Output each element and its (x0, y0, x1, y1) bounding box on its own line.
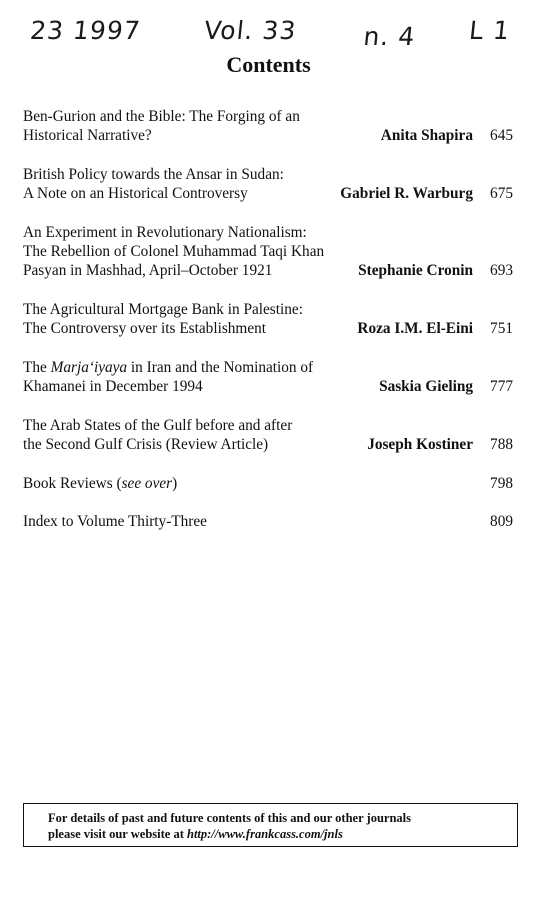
entry-title-line: Pasyan in Mashhad, April–October 1921 (23, 262, 273, 279)
entry-title-suffix: in Iran and the Nomination of (127, 359, 314, 376)
page-title: Contents (226, 52, 311, 77)
toc-entry[interactable] (23, 300, 513, 338)
entry-title-italic: Marja‘iyaya (50, 359, 128, 376)
entry-title-line: Khamanei in December 1994 (23, 378, 203, 395)
entry-author: Gabriel R. Warburg (340, 185, 473, 202)
handwritten-note-code: L 1 (467, 16, 512, 45)
entry-page-number: 751 (490, 320, 513, 337)
handwritten-note-issue: n. 4 (362, 22, 417, 51)
entry-title-prefix: The (23, 359, 51, 376)
entry-page-number: 675 (490, 185, 513, 202)
entry-author: Joseph Kostiner (367, 436, 473, 453)
entry-title-line: The Arab States of the Gulf before and after (23, 417, 293, 434)
entry-page-number: 645 (490, 127, 513, 144)
entry-author: Anita Shapira (380, 127, 473, 144)
entry-title-italic: see over (121, 475, 173, 492)
handwritten-note-date: 23 1997 (28, 16, 143, 45)
entry-page-number: 777 (490, 378, 513, 395)
entry-title-line: An Experiment in Revolutionary Nationalism: (23, 224, 307, 241)
notice-line (48, 826, 517, 842)
entry-title-line: The Rebellion of Colonel Muhammad Taqi Khan (23, 243, 325, 260)
entry-title-line: The Controversy over its Establishment (23, 320, 267, 337)
entry-title-line: the Second Gulf Crisis (Review Article) (23, 436, 269, 453)
table-of-contents (23, 107, 513, 550)
website-link[interactable]: http://www.frankcass.com/jnls (187, 827, 343, 841)
notice-line: For details of past and future contents of this and our other journals (48, 811, 411, 825)
entry-title-line: Ben-Gurion and the Bible: The Forging of an (23, 108, 300, 125)
handwritten-note (22, 16, 526, 50)
entry-title-line: A Note on an Historical Controversy (23, 185, 248, 202)
entry-title-line: The Agricultural Mortgage Bank in Palestine: (23, 301, 303, 318)
toc-entry-book-reviews[interactable] (23, 474, 513, 493)
entry-title-line: Historical Narrative? (23, 127, 152, 144)
entry-title-prefix: Book Reviews ( (23, 475, 122, 492)
toc-entry[interactable] (23, 107, 513, 145)
entry-page-number: 788 (490, 436, 513, 453)
notice-prefix: please visit our website at (48, 827, 187, 841)
entry-title-line (23, 474, 513, 493)
entry-title-suffix: ) (172, 475, 178, 492)
toc-entry[interactable] (23, 165, 513, 203)
entry-page-number: 693 (490, 262, 513, 279)
entry-title-line: British Policy towards the Ansar in Sudan: (23, 166, 284, 183)
toc-entry[interactable] (23, 416, 513, 454)
entry-page-number: 809 (490, 513, 513, 530)
entry-author: Roza I.M. El-Eini (357, 320, 473, 337)
toc-entry[interactable] (23, 358, 513, 396)
website-notice-box (23, 803, 518, 847)
handwritten-note-volume: Vol. 33 (202, 16, 298, 45)
entry-author: Saskia Gieling (379, 378, 473, 395)
entry-author: Stephanie Cronin (358, 262, 473, 279)
toc-entry[interactable] (23, 223, 513, 280)
entry-page-number: 798 (490, 475, 513, 492)
entry-title-line (23, 358, 513, 377)
entry-title-line: Index to Volume Thirty-Three (23, 513, 207, 530)
toc-entry-index[interactable] (23, 512, 513, 531)
